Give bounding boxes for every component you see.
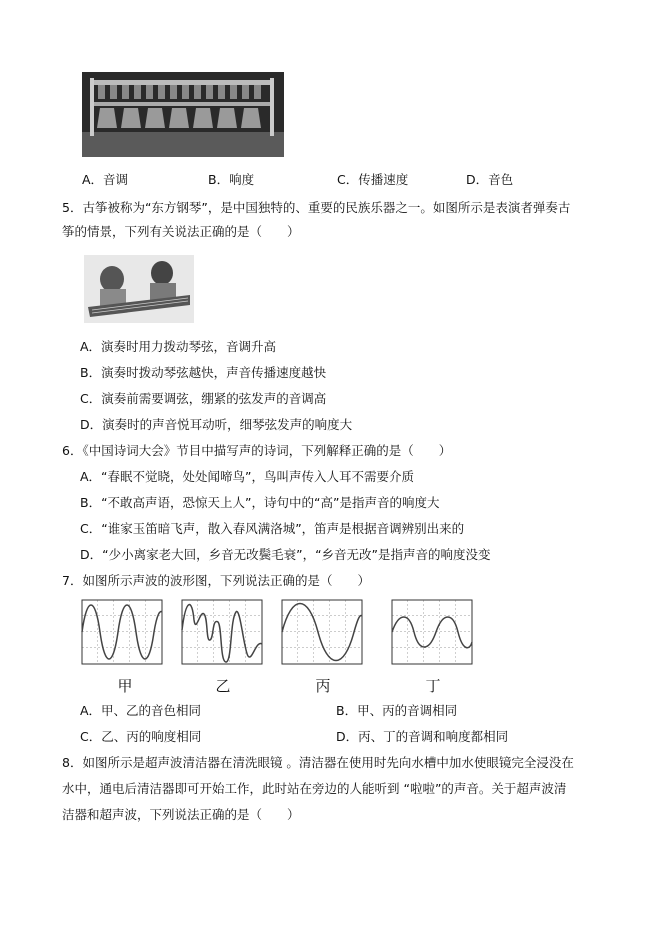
q5-stem-line1: 5．古筝被称为“东方钢琴”，是中国独特的、重要的民族乐器之一。如图所示是表演者弹奏古: [62, 200, 571, 215]
bianzhong-bells-photo: [82, 72, 284, 157]
waveform-figures: [80, 598, 480, 668]
q5-stem-line2: 筝的情景，下列有关说法正确的是（ ）: [62, 224, 300, 239]
q6-stem: 6．《中国诗词大会》节目中描写声的诗词，下列解释正确的是（ ）: [62, 443, 452, 458]
q6-option-d: D．“少小离家老大回，乡音无改鬓毛衰”，“乡音无改”是指声音的响度没变: [80, 547, 491, 562]
wave-label-yi: 乙: [215, 677, 231, 695]
q6-option-b: B．“不敢高声语，恐惊天上人”，诗句中的“高”是指声音的响度大: [80, 495, 440, 510]
bells-illustration: [82, 72, 284, 157]
waveform-bing: [282, 600, 362, 664]
q7-option-c: C．乙、丙的响度相同: [80, 729, 202, 744]
q8-line3: 洁器和超声波，下列说法正确的是（ ）: [62, 807, 300, 822]
guzheng-performer-photo: [84, 255, 194, 323]
q8-line2: 水中，通电后清洁器即可开始工作，此时站在旁边的人能听到 “啦啦”的声音。关于超声波清: [62, 781, 567, 796]
q4-option-a: A．音调: [82, 172, 129, 187]
q7-option-d: D．丙、丁的音调和响度都相同: [336, 729, 509, 744]
q5-option-b: B．演奏时拨动琴弦越快，声音传播速度越快: [80, 365, 327, 380]
q4-option-b: B．响度: [208, 172, 255, 187]
q4-option-d: D．音色: [466, 172, 514, 187]
waveform-yi: [182, 600, 262, 664]
q5-option-a: A．演奏时用力拨动琴弦，音调升高: [80, 339, 277, 354]
q8-line1: 8．如图所示是超声波清洁器在清洗眼镜 。清洁器在使用时先向水槽中加水使眼镜完全浸没在: [62, 755, 574, 770]
q7-option-a: A．甲、乙的音色相同: [80, 703, 202, 718]
q7-option-b: B．甲、丙的音调相同: [336, 703, 458, 718]
wave-label-ding: 丁: [425, 677, 441, 695]
q5-option-d: D．演奏时的声音悦耳动听，细琴弦发声的响度大: [80, 417, 353, 432]
wave-label-jia: 甲: [117, 677, 133, 695]
guzheng-illustration: [84, 255, 194, 323]
waveform-ding: [392, 600, 472, 664]
q6-option-c: C．“谁家玉笛暗飞声，散入春风满洛城”，笛声是根据音调辨别出来的: [80, 521, 465, 536]
waveform-jia: [82, 600, 162, 664]
q6-option-a: A．“春眠不觉晓，处处闻啼鸟”，鸟叫声传入人耳不需要介质: [80, 469, 415, 484]
wave-label-bing: 丙: [315, 677, 331, 695]
q4-option-c: C．传播速度: [337, 172, 409, 187]
q7-stem: 7．如图所示声波的波形图，下列说法正确的是（ ）: [62, 573, 370, 588]
q5-option-c: C．演奏前需要调弦，绷紧的弦发声的音调高: [80, 391, 327, 406]
